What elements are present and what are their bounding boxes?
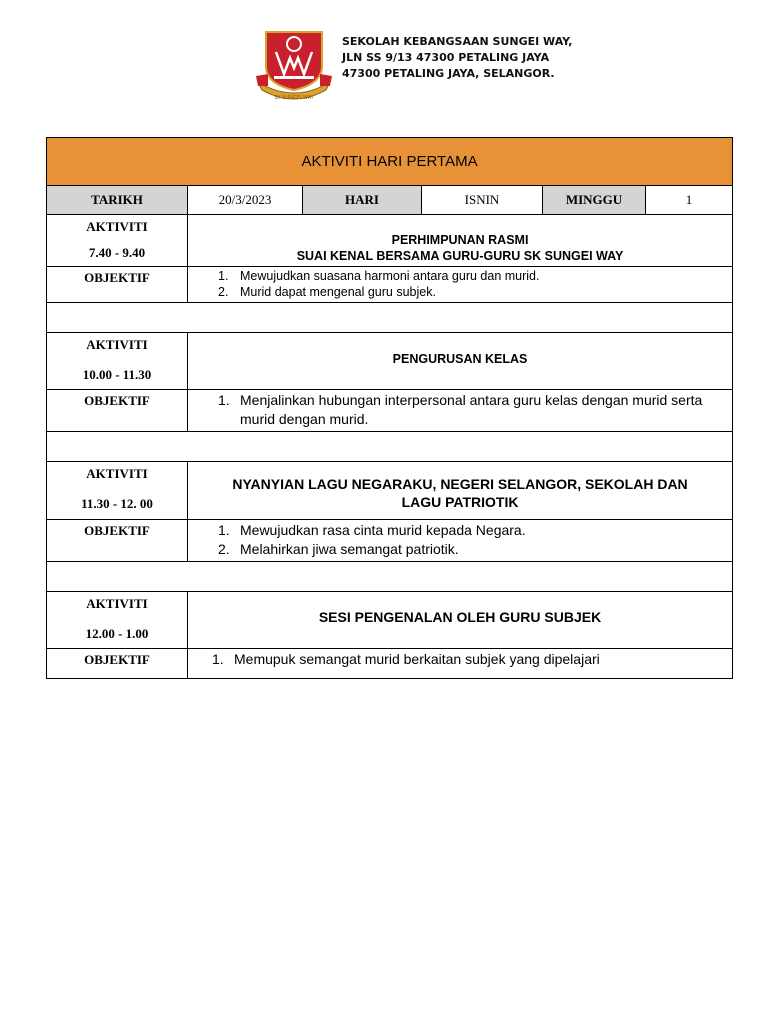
address-line: JLN SS 9/13 47300 PETALING JAYA <box>342 51 550 64</box>
objective-cell <box>188 520 733 562</box>
objective-item: 2. Murid dapat mengenal guru subjek. <box>218 285 436 299</box>
objektif-label: OBJEKTIF <box>47 267 188 303</box>
objective-item: 1. Mewujudkan rasa cinta murid kepada Negara. <box>218 522 526 538</box>
aktiviti-label: AKTIVITI <box>86 337 148 352</box>
tarikh-label: TARIKH <box>47 186 188 215</box>
hari-value: ISNIN <box>422 186 543 215</box>
activity-title <box>188 592 733 649</box>
objective-item: 1. Memupuk semangat murid berkaitan subjek yang dipelajari <box>212 651 600 667</box>
minggu-value: 1 <box>646 186 733 215</box>
objective-list <box>188 649 732 670</box>
objective-row <box>47 390 733 432</box>
activity-title-line: SUAI KENAL BERSAMA GURU-GURU SK SUNGEI WAY <box>296 248 624 263</box>
address-line: 47300 PETALING JAYA, SELANGOR. <box>342 67 555 80</box>
activity-title-line: NYANYIAN LAGU NEGARAKU, NEGERI SELANGOR, SEKOLAH DAN <box>232 475 688 492</box>
aktiviti-label: AKTIVITI <box>86 219 148 234</box>
info-row <box>47 186 733 215</box>
activity-title-line: PERHIMPUNAN RASMI <box>391 232 529 247</box>
aktiviti-label-cell <box>47 215 188 267</box>
minggu-label: MINGGU <box>543 186 646 215</box>
aktiviti-label-cell <box>47 462 188 520</box>
aktiviti-label: AKTIVITI <box>86 466 148 481</box>
objektif-label: OBJEKTIF <box>47 520 188 562</box>
objective-row <box>47 520 733 562</box>
activity-row <box>47 592 733 649</box>
objective-list <box>188 267 732 302</box>
spacer-row <box>47 562 733 592</box>
school-logo <box>254 24 334 100</box>
activity-row <box>47 462 733 520</box>
activity-table <box>46 137 733 679</box>
aktiviti-label-cell <box>47 592 188 649</box>
table-title: AKTIVITI HARI PERTAMA <box>47 138 733 186</box>
address-line: SEKOLAH KEBANGSAAN SUNGEI WAY, <box>342 35 573 48</box>
spacer-row <box>47 303 733 333</box>
objective-list <box>188 520 732 561</box>
objective-list <box>188 390 732 431</box>
objektif-label: OBJEKTIF <box>47 390 188 432</box>
objective-item: 1. Mewujudkan suasana harmoni antara guru dan murid. <box>218 269 540 283</box>
objektif-label: OBJEKTIF <box>47 649 188 679</box>
objective-row <box>47 267 733 303</box>
aktiviti-label: AKTIVITI <box>86 596 148 611</box>
activity-title-line: PENGURUSAN KELAS <box>392 352 528 366</box>
hari-label: HARI <box>303 186 422 215</box>
objective-cell <box>188 390 733 432</box>
activity-title <box>188 333 733 390</box>
tarikh-value: 20/3/2023 <box>188 186 303 215</box>
objective-cell <box>188 267 733 303</box>
activity-time: 7.40 - 9.40 <box>88 245 146 260</box>
svg-text:SK SUNGEI WAY: SK SUNGEI WAY <box>274 95 314 100</box>
activity-title <box>188 215 733 267</box>
school-header <box>250 22 610 102</box>
spacer-row <box>47 432 733 462</box>
objective-row <box>47 649 733 679</box>
activity-time: 12.00 - 1.00 <box>85 626 149 641</box>
activity-title <box>188 462 733 520</box>
activity-title-line: LAGU PATRIOTIK <box>401 493 519 510</box>
objective-item: 1. Menjalinkan hubungan interpersonal antara guru kelas dengan murid serta murid dengan murid. <box>218 392 703 427</box>
aktiviti-label-cell <box>47 333 188 390</box>
activity-title-line: SESI PENGENALAN OLEH GURU SUBJEK <box>318 609 602 625</box>
school-address <box>342 34 572 82</box>
activity-time: 11.30 - 12. 00 <box>81 496 153 511</box>
activity-row <box>47 215 733 267</box>
objective-item: 2. Melahirkan jiwa semangat patriotik. <box>218 541 459 557</box>
activity-time: 10.00 - 11.30 <box>82 367 152 382</box>
activity-row <box>47 333 733 390</box>
objective-cell <box>188 649 733 679</box>
